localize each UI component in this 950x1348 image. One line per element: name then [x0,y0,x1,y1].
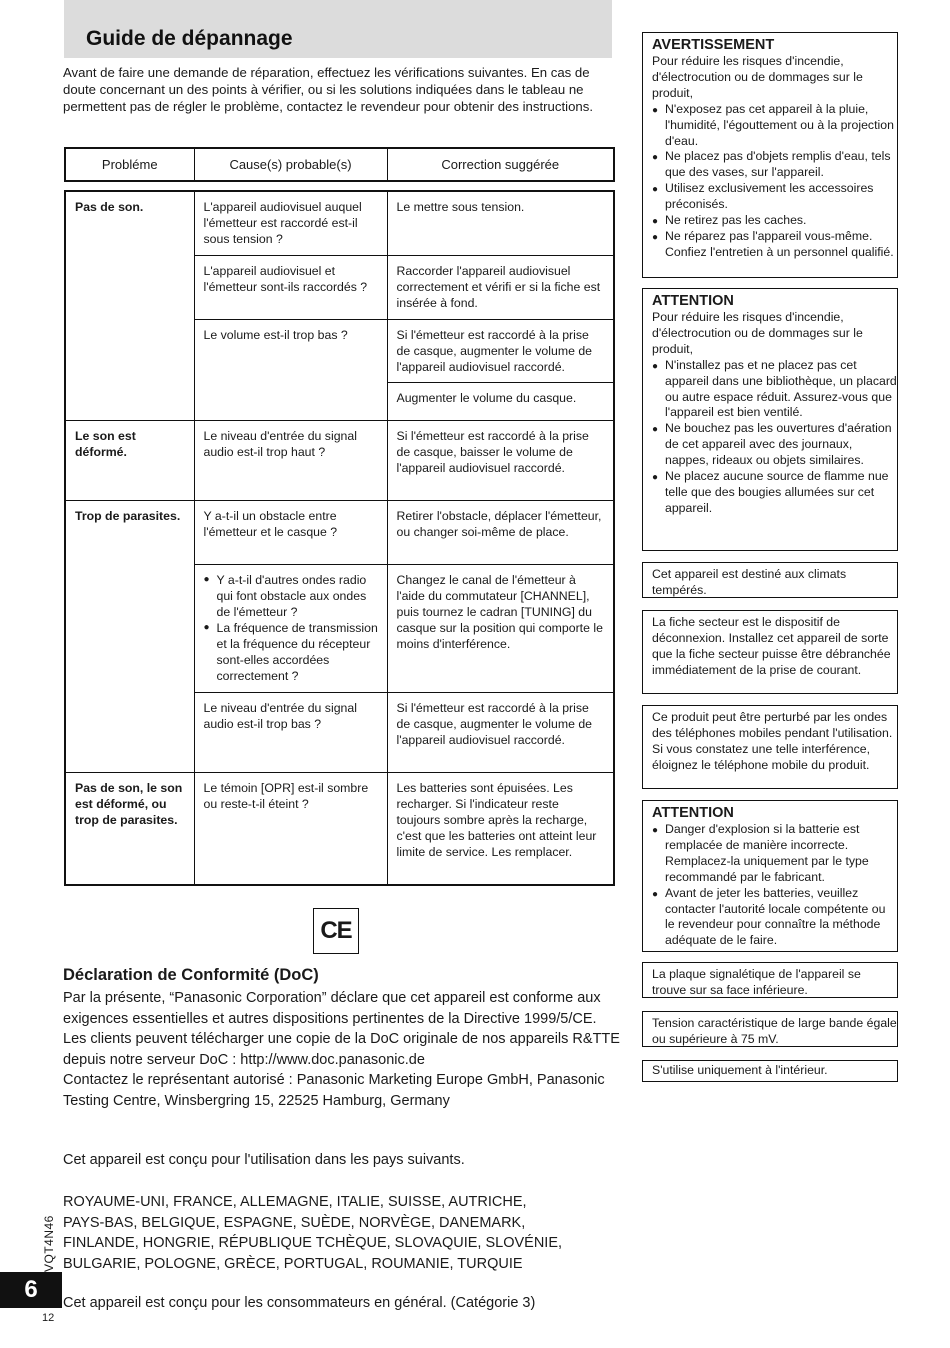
indoor-box [642,1060,898,1082]
title-band [64,0,612,58]
cause-cell: Y a-t-il un obstacle entre l'émetteur et le casque ? [194,501,387,565]
countries-intro: Cet appareil est conçu pour l'utilisation dans les pays suivants. [63,1152,465,1168]
attention-intro: Pour réduire les risques d'incendie, d'électrocution ou de dommages sur le produit, [652,310,863,356]
list-item: ● La fréquence de transmission et la fréquence du récepteur sont-elles accordées correctement ? [204,620,379,684]
consumer-note: Cet appareil est conçu pour les consommateurs en général. (Catégorie 3) [63,1295,536,1311]
attention-list [652,358,897,517]
attention-box [642,288,898,551]
warning-list [652,102,897,261]
side-code: VQT4N46 [42,1215,56,1272]
countries-line: PAYS-BAS, BELGIQUE, ESPAGNE, SUÈDE, NORVÈGE, DANEMARK, [63,1214,526,1231]
cause-cell [194,565,387,693]
list-item: ● Utilisez exclusivement les accessoires préconisés. [652,181,897,213]
header-problem: Probléme [101,157,158,172]
cause-cell: Le niveau d'entrée du signal audio est-il trop bas ? [194,693,387,773]
ce-mark-logo: CE [313,908,359,954]
header-cause: Cause(s) probable(s) [194,148,387,181]
intro-paragraph: Avant de faire une demande de réparation, effectuez les vérifications suivantes. En cas de doute concernant un des points à vérifier, ou si les solutions indiquées dans le tableau ne permettent pas de régler le problème, contactez le revendeur pour obtenir des instructions. [63,65,593,114]
correction-cell: Si l'émetteur est raccordé à la prise de casque, baisser le volume de l'appareil audiovisuel raccordé. [387,421,614,501]
countries-line: BULGARIE, POLOGNE, GRÈCE, PORTUGAL, ROUMANIE, TURQUIE [63,1255,523,1272]
table-row [65,191,614,256]
cause-cell: Le niveau d'entrée du signal audio est-il trop haut ? [194,421,387,501]
warning-heading: AVERTISSEMENT [652,37,775,53]
countries-line: ROYAUME-UNI, FRANCE, ALLEMAGNE, ITALIE, SUISSE, AUTRICHE, [63,1194,527,1210]
page-small-number: 12 [42,1312,55,1324]
mobile-box [642,705,898,789]
plug-text: La fiche secteur est le dispositif de déconnexion. Installez cet appareil de sorte que la fiche secteur puisse être débranchée immédiatement de la prise de courant. [652,615,891,677]
list-item: ● N'installez pas et ne placez pas cet appareil dans une bibliothèque, un placard ou autre espace réduit. Assurez-vous que l'appareil est bien ventilé. [652,358,897,422]
mobile-text: Ce produit peut être perturbé par les ondes des téléphones mobiles pendant l'utilisation. Si vous constatez une telle interférence, éloignez le téléphone mobile du produit. [652,710,893,772]
problem-cell: Pas de son, le son est déformé, ou trop de parasites. [65,773,194,886]
climate-text: Cet appareil est destiné aux climats tempérés. [652,567,847,597]
cause-cell: L'appareil audiovisuel et l'émetteur sont-ils raccordés ? [194,256,387,320]
table-row [65,773,614,886]
table-header [64,147,615,182]
cause-list [204,572,379,684]
doc-paragraph: Contactez le représentant autorisé : Panasonic Marketing Europe GmbH, Panasonic Testing Centre, Winsbergring 15, 22525 Hamburg, Germany [63,1072,605,1109]
countries-line: FINLANDE, HONGRIE, RÉPUBLIQUE TCHÈQUE, SLOVAQUIE, SLOVÉNIE, [63,1235,563,1251]
doc-paragraph: Les clients peuvent télécharger une copie de la DoC originale de nos appareils R&TTE depuis notre serveur DoC : http://www.doc.panasonic.de [63,1031,620,1068]
correction-cell: Augmenter le volume du casque. [387,383,614,421]
header-correction: Correction suggérée [387,148,614,181]
list-item: ● Danger d'explosion si la batterie est remplacée de manière incorrecte. Remplacez-la uniquement par le type recommandé par le fabricant. [652,822,897,886]
problem-cell: Trop de parasites. [65,501,194,773]
warning-intro: Pour réduire les risques d'incendie, d'électrocution ou de dommages sur le produit, [652,54,863,100]
list-item: ● Ne bouchez pas les ouvertures d'aération de cet appareil avec des journaux, nappes, rideaux ou objets similaires. [652,421,897,469]
page-number-block: 6 [0,1272,62,1308]
list-item: ● Ne placez aucune source de flamme nue telle que des bougies allumées sur cet appareil. [652,469,897,517]
correction-cell: Retirer l'obstacle, déplacer l'émetteur, ou changer soi-même de place. [387,501,614,565]
problem-cell: Le son est déformé. [65,421,194,501]
list-item: ● Avant de jeter les batteries, veuillez contacter l'autorité locale compétente ou le revendeur pour connaître la méthode adéquate de le faire. [652,886,897,950]
doc-paragraph: Par la présente, “Panasonic Corporation” déclare que cet appareil est conforme aux exigences essentielles et autres dispositions pertinentes de la Directive 1999/5/CE. [63,990,601,1027]
countries-list [63,1192,623,1274]
table-row [65,421,614,501]
correction-cell: Si l'émetteur est raccordé à la prise de casque, augmenter le volume de l'appareil audiovisuel raccordé. [387,693,614,773]
voltage-text: Tension caractéristique de large bande égale ou supérieure à 75 mV. [652,1016,897,1046]
cause-cell: Le volume est-il trop bas ? [194,320,387,421]
plate-box [642,962,898,998]
indoor-text: S'utilise uniquement à l'intérieur. [652,1063,828,1077]
correction-cell: Les batteries sont épuisées. Les recharger. Si l'indicateur reste toujours sombre après la recharge, c'est que les batteries ont atteint leur limite de service. Les remplacer. [387,773,614,886]
list-item: ● Ne retirez pas les caches. [652,213,897,229]
attention-heading: ATTENTION [652,805,734,821]
table-row [65,501,614,565]
troubleshooting-table [64,190,615,886]
correction-cell: Raccorder l'appareil audiovisuel correctement et vérifi er si la fiche est insérée à fond. [387,256,614,320]
doc-text [63,988,623,1111]
voltage-box [642,1011,898,1047]
correction-cell: Changez le canal de l'émetteur à l'aide du commutateur [CHANNEL], puis tournez le cadran [TUNING] du casque sur la position qui comporte le moins d'interférence. [387,565,614,693]
warning-box [642,32,898,278]
list-item: ● Ne placez pas d'objets remplis d'eau, tels que des vases, sur l'appareil. [652,149,897,181]
page-title: Guide de dépannage [86,27,293,50]
attention-heading: ATTENTION [652,293,734,309]
doc-title: Déclaration de Conformité (DoC) [63,966,319,984]
cause-cell: Le témoin [OPR] est-il sombre ou reste-t-il éteint ? [194,773,387,886]
plug-box [642,610,898,694]
plate-text: La plaque signalétique de l'appareil se trouve sur sa face inférieure. [652,967,861,997]
battery-list [652,822,897,949]
problem-cell: Pas de son. [75,200,144,214]
cause-cell: L'appareil audiovisuel auquel l'émetteur est raccordé est-il sous tension ? [194,191,387,256]
list-item: ● Y a-t-il d'autres ondes radio qui font obstacle aux ondes de l'émetteur ? [204,572,379,620]
correction-cell: Le mettre sous tension. [387,191,614,256]
correction-cell: Si l'émetteur est raccordé à la prise de casque, augmenter le volume de l'appareil audiovisuel raccordé. [387,320,614,383]
list-item: ● N'exposez pas cet appareil à la pluie, l'humidité, l'égouttement ou à la projection d'eau. [652,102,897,150]
climate-box [642,562,898,598]
list-item: ● Ne réparez pas l'appareil vous-même. Confiez l'entretien à un personnel qualifié. [652,229,897,261]
battery-attention-box [642,800,898,952]
